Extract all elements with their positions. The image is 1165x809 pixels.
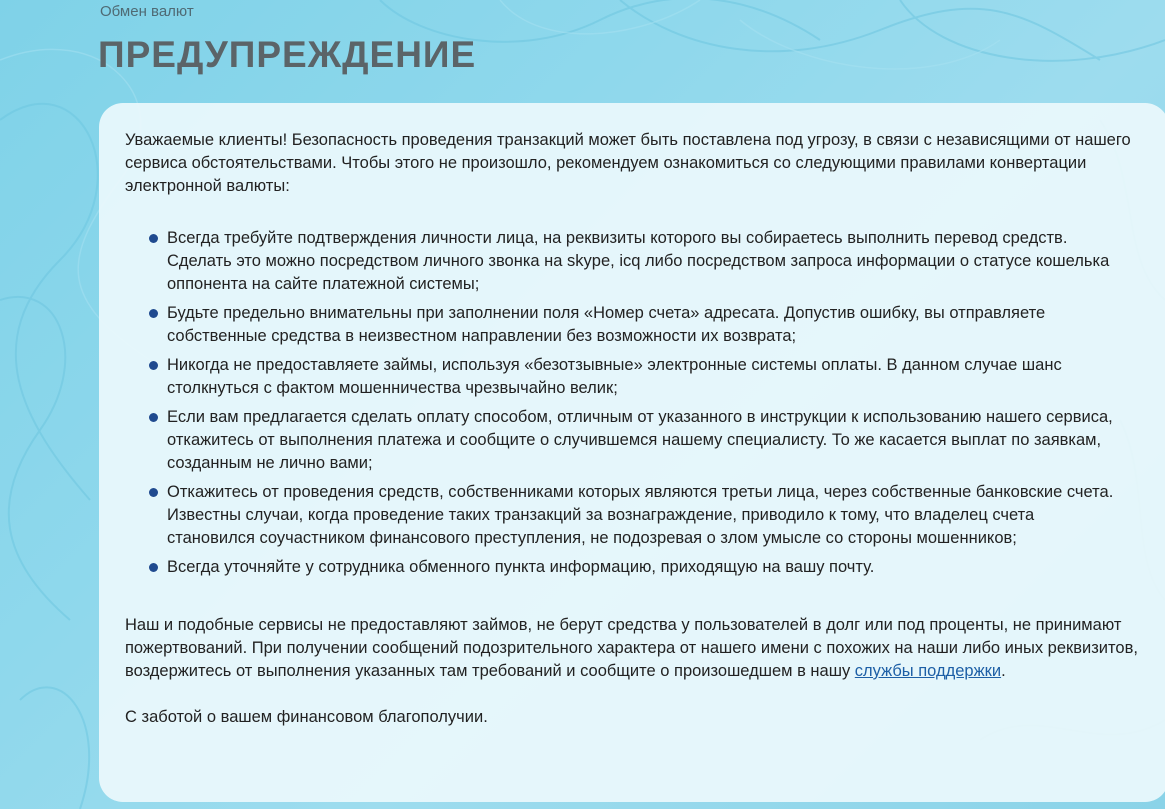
- rules-list: [125, 227, 1120, 579]
- bullet-icon: [149, 361, 158, 370]
- list-item: [125, 227, 1120, 296]
- outro-paragraph: [125, 614, 1145, 683]
- outro-text: Наш и подобные сервисы не предоставляют займов, не берут средства у пользователей в долг или под проценты, не принимают пожертвований. При получении сообщений подозрительного характера от нашего имени с похожих на наши либо иных реквизитов, воздержитесь от выполнения указанных там требований и сообщите о произошедшем в нашу: [125, 616, 1138, 680]
- list-item-text: Будьте предельно внимательны при заполнении поля «Номер счета» адресата. Допустив ошибку, вы отправляете собственные средства в неизвестном направлении без возможности их возврата;: [167, 304, 1046, 345]
- bullet-icon: [149, 488, 158, 497]
- breadcrumb[interactable]: Обмен валют: [100, 3, 194, 20]
- bullet-icon: [149, 413, 158, 422]
- list-item-text: Всегда уточняйте у сотрудника обменного пункта информацию, приходящую на вашу почту.: [167, 558, 875, 576]
- page-title: ПРЕДУПРЕЖДЕНИЕ: [98, 34, 477, 75]
- intro-paragraph: Уважаемые клиенты! Безопасность проведения транзакций может быть поставлена под угрозу, в связи с независящими от нашего сервиса обстоятельствами. Чтобы этого не произошло, рекомендуем ознакомиться со следующими правилами конвертации электронной валюты:: [125, 131, 1131, 195]
- list-item-text: Всегда требуйте подтверждения личности лица, на реквизиты которого вы собираетесь выполнить перевод средств. Сделать это можно посредством личного звонка на skype, icq либо посредством запроса информации о статусе кошелька оппонента на сайте платежной системы;: [167, 229, 1110, 293]
- list-item: [125, 556, 1120, 579]
- list-item: [125, 354, 1120, 400]
- list-item: [125, 481, 1120, 550]
- list-item: [125, 302, 1120, 348]
- list-item: [125, 406, 1120, 475]
- list-item-text: Откажитесь от проведения средств, собственниками которых являются третьи лица, через собственные банковские счета. Известны случаи, когда проведение таких транзакций за вознаграждение, приводило к тому, что владелец счета становился соучастником финансового преступления, не подозревая о злом умысле со стороны мошенников;: [167, 483, 1114, 547]
- bullet-icon: [149, 563, 158, 572]
- list-item-text: Никогда не предоставляете займы, используя «безотзывные» электронные системы оплаты. В данном случае шанс столкнуться с фактом мошенничества чрезвычайно велик;: [167, 356, 1062, 397]
- bullet-icon: [149, 309, 158, 318]
- signoff-text: С заботой о вашем финансовом благополучии.: [125, 708, 488, 726]
- bullet-icon: [149, 234, 158, 243]
- outro-end: .: [1001, 662, 1006, 680]
- support-link[interactable]: службы поддержки: [854, 662, 1002, 680]
- warning-card: [99, 103, 1165, 802]
- list-item-text: Если вам предлагается сделать оплату способом, отличным от указанного в инструкции к использованию нашего сервиса, откажитесь от выполнения платежа и сообщите о случившемся нашему специалисту. То же касается выплат по заявкам, созданным не лично вами;: [167, 408, 1113, 472]
